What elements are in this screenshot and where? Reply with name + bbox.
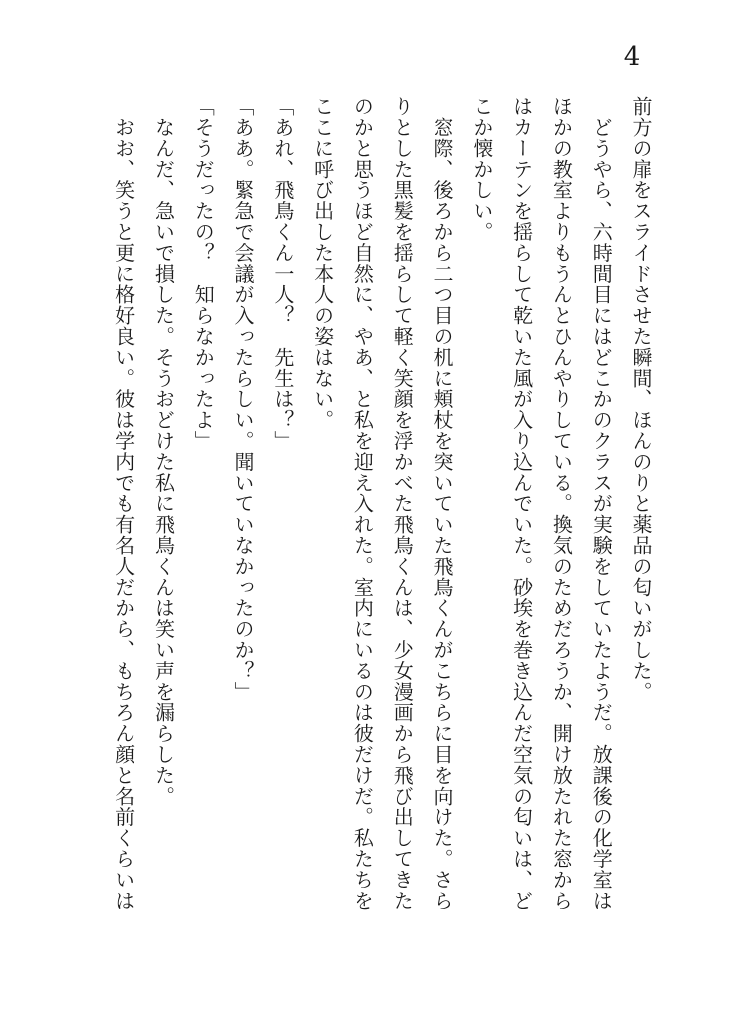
dialogue-line: 「そうだったの？ 知らなかったよ」 [191, 96, 216, 452]
text-line: はカーテンを揺らして乾いた風が入り込んでいた。砂埃を巻き込んだ空気の匂いは、ど [509, 96, 534, 912]
text-line: ほかの教室よりもうんとひんやりしている。換気のためだろうか、開け放たれた窓から [549, 96, 574, 912]
text-line: 前方の扉をスライドさせた瞬間、ほんのりと薬品の匂いがした。 [629, 96, 653, 703]
text-line: なんだ、急いで損した。そうおどけた私に飛鳥くんは笑い声を漏らした。 [151, 96, 176, 807]
text-line: こか懐かしい。 [469, 96, 494, 243]
text-line: 窓際、後ろから二つ目の机に頬杖を突いていた飛鳥くんがこちらに目を向けた。さら [430, 96, 455, 912]
text-line: どうやら、六時間目にはどこかのクラスが実験をしていたようだ。放課後の化学室は [589, 96, 614, 912]
novel-text-body [100, 96, 660, 936]
text-line: のかと思うほど自然に、やあ、と私を迎え入れた。室内にいるのは彼だけだ。私たちを [350, 96, 375, 912]
page-number: 4 [623, 42, 641, 72]
text-line: ここに呼び出した本人の姿はない。 [310, 96, 335, 431]
dialogue-line: 「ああ。緊急で会議が入ったらしい。聞いていなかったのか？」 [231, 96, 256, 703]
text-line: おお、笑うと更に格好良い。彼は学内でも有名人だから、もちろん顔と名前くらいは [111, 96, 136, 912]
dialogue-line: 「あれ、飛鳥くん一人？ 先生は？」 [270, 96, 295, 452]
text-line: りとした黒髪を揺らして軽く笑顔を浮かべた飛鳥くんは、少女漫画から飛び出してきた [390, 96, 415, 912]
